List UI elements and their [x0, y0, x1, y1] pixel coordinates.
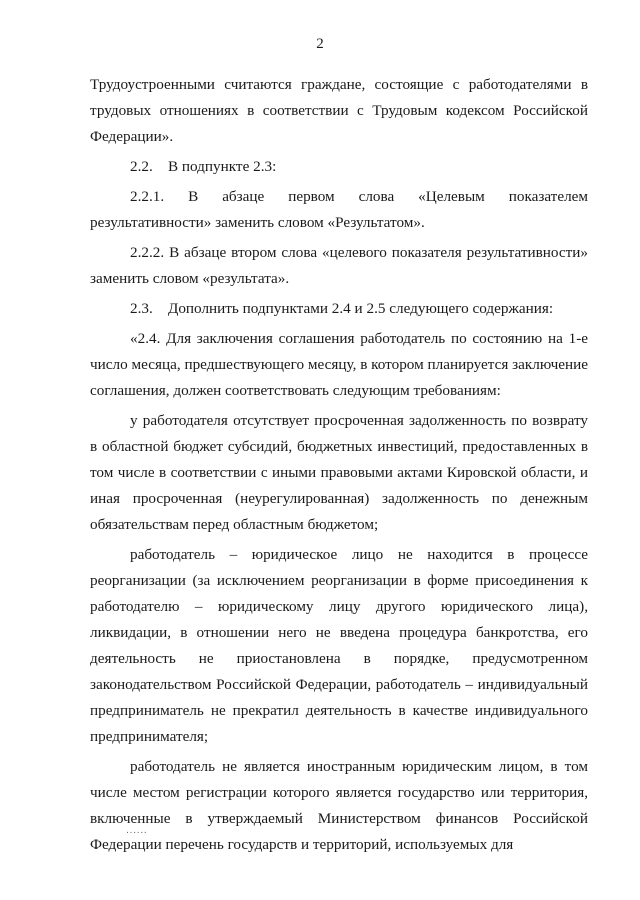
- paragraph-2-2: 2.2. В подпункте 2.3:: [130, 158, 277, 175]
- paragraph-not-foreign: работодатель не является иностранным юридическим лицом, в том числе местом регистрации которого является государство или территория, включенные в утверждаемый Министерством финансов Российской Федерации перечень государств и территорий, используемых для: [90, 758, 588, 853]
- page-number: 2: [316, 36, 324, 52]
- document-body: [90, 72, 588, 862]
- paragraph-no-debt: у работодателя отсутствует просроченная задолженность по возврату в областной бюджет субсидий, бюджетных инвестиций, предоставленных в том числе в соответствии с иными правовыми актами Кировской области, и иная просроченная (неурегулированная) задолженность по денежным обязательствам перед областным бюджетом;: [90, 412, 588, 533]
- paragraph-2-4: «2.4. Для заключения соглашения работодатель по состоянию на 1-е число месяца, предшествующего месяцу, в котором планируется заключение соглашения, должен соответствовать следующим требованиям:: [90, 330, 588, 399]
- paragraph-employed-definition: Трудоустроенными считаются граждане, состоящие с работодателями в трудовых отношениях в соответствии с Трудовым кодексом Российской Федерации».: [90, 76, 588, 145]
- paragraph-2-3: 2.3. Дополнить подпунктами 2.4 и 2.5 следующего содержания:: [130, 300, 554, 317]
- paragraph-2-2-2: 2.2.2. В абзаце втором слова «целевого показателя результативности» заменить словом «результата».: [90, 244, 588, 287]
- paragraph-2-2-1: 2.2.1. В абзаце первом слова «Целевым показателем результативности» заменить словом «Результатом».: [90, 188, 588, 231]
- footer-document-code: ᐧᐧᐧᐧᐧᐧ: [126, 828, 148, 839]
- paragraph-no-reorganization: работодатель – юридическое лицо не находится в процессе реорганизации (за исключением реорганизации в форме присоединения к работодателю – юридическому лицу другого юридического лица), ликвидации, в отношении него не введена процедура банкротства, его деятельность не приостановлена в порядке, предусмотренном законодательством Российской Федерации, работодатель – индивидуальный предприниматель не прекратил деятельность в качестве индивидуального предпринимателя;: [90, 546, 588, 745]
